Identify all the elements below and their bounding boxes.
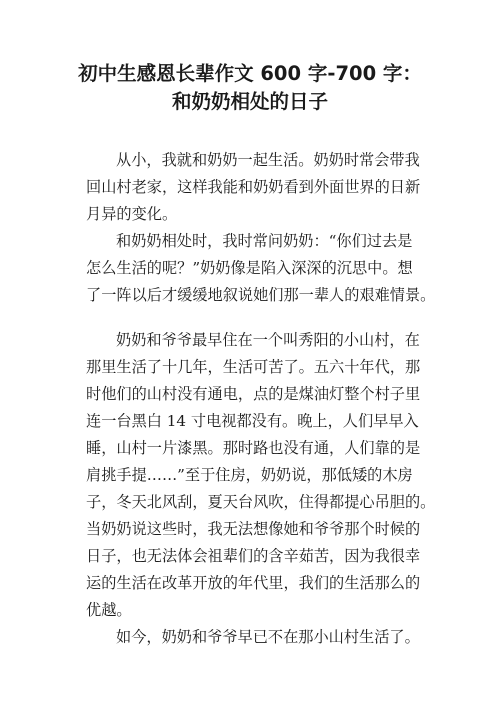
title-line-2: 和奶奶相处的日子	[171, 90, 328, 113]
paragraph-1-line-1: 从小，我就和奶奶一起生活。奶奶时常会带我	[116, 151, 420, 169]
paragraph-3-line-2: 那里生活了十几年，生活可苦了。五六十年代，那	[86, 358, 421, 376]
paragraph-3-line-9: 日子，也无法体会祖辈们的含辛茹苦，因为我很幸	[86, 547, 421, 565]
paragraph-1-line-2: 回山村老家，这样我能和奶奶看到外面世界的日新	[86, 178, 421, 196]
paragraph-3-line-10: 运的生活在改革开放的年代里，我们的生活那么的	[86, 574, 421, 592]
paragraph-1-line-3: 月异的变化。	[86, 205, 178, 223]
paragraph-3-line-3: 时他们的山村没有通电，点的是煤油灯整个村子里	[86, 385, 421, 403]
paragraph-2-line-3: 了一阵以后才缓缓地叙说她们那一辈人的艰难情景。	[86, 286, 436, 304]
paragraph-3-line-11: 优越。	[86, 601, 132, 619]
paragraph-2-line-2: 怎么生活的呢？”奶奶像是陷入深深的沉思中。想	[86, 259, 413, 277]
paragraph-2-line-1: 和奶奶相处时，我时常问奶奶：“你们过去是	[116, 232, 413, 250]
paragraph-3-line-6: 肩挑手提……”至于住房，奶奶说，那低矮的木房	[86, 466, 413, 484]
paragraph-3-line-4: 连一台黑白 14 寸电视都没有。晚上，人们早早入	[86, 412, 419, 430]
title-line-1: 初中生感恩长辈作文 600 字-700 字：	[78, 62, 422, 85]
paragraph-3-line-7: 子，冬天北风刮，夏天台风吹，住得都提心吊胆的。	[86, 493, 436, 511]
paragraph-3-line-1: 奶奶和爷爷最早住在一个叫秀阳的小山村，在	[116, 331, 420, 349]
paragraph-3-line-5: 睡，山村一片漆黑。那时路也没有通，人们靠的是	[86, 439, 421, 457]
paragraph-3-line-8: 当奶奶说这些时，我无法想像她和爷爷那个时候的	[86, 520, 421, 538]
paragraph-4-line-1: 如今，奶奶和爷爷早已不在那小山村生活了。	[116, 628, 420, 646]
